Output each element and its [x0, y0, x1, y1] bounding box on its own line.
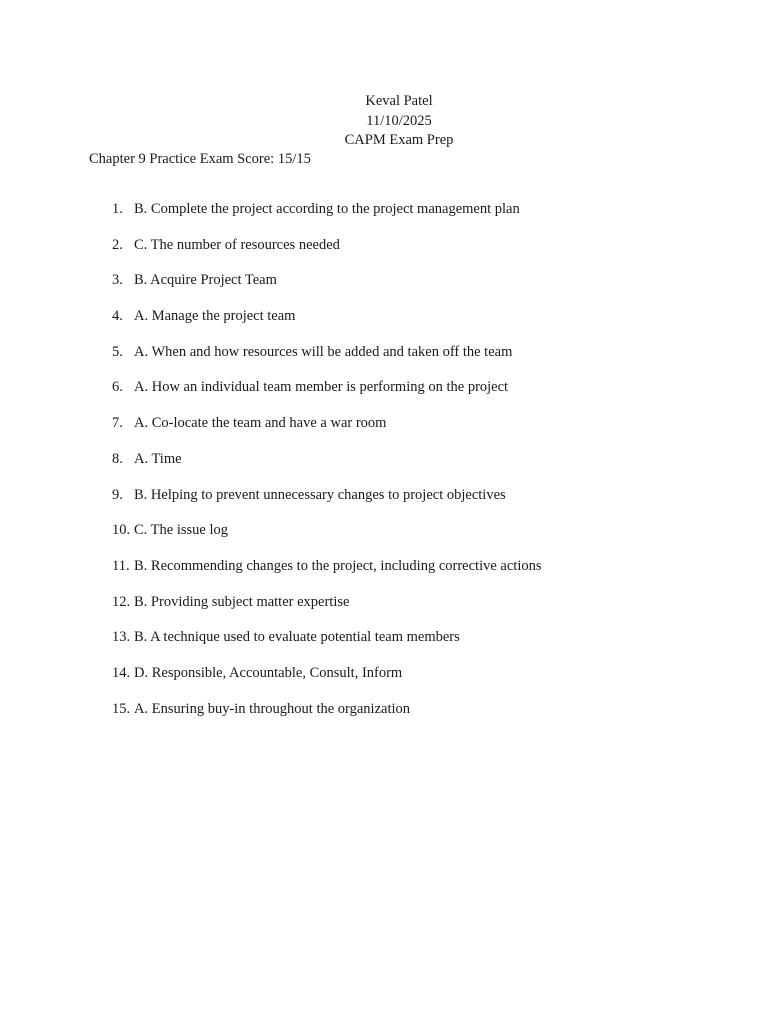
answer-text: A. Ensuring buy-in throughout the organization	[134, 700, 410, 717]
answer-item	[112, 485, 542, 521]
answer-text: C. The issue log	[134, 522, 228, 539]
answer-number: 12.	[112, 593, 131, 610]
answer-text: A. Manage the project team	[134, 308, 296, 325]
answer-item	[112, 377, 542, 413]
answer-item	[112, 627, 542, 663]
answer-number: 6.	[112, 379, 123, 396]
answer-item	[112, 592, 542, 628]
answer-item	[112, 663, 542, 699]
answer-item	[112, 520, 542, 556]
answer-text: B. Acquire Project Team	[134, 272, 277, 289]
answer-text: A. Time	[134, 450, 182, 467]
answer-item	[112, 342, 542, 378]
author-name: Keval Patel	[365, 93, 433, 109]
answer-item	[112, 270, 542, 306]
answer-text: A. When and how resources will be added and taken off the team	[134, 343, 513, 360]
answer-item	[112, 235, 542, 271]
answer-text: B. Helping to prevent unnecessary changes to project objectives	[134, 486, 506, 503]
answer-list	[112, 199, 542, 734]
answer-text: A. How an individual team member is performing on the project	[134, 379, 509, 396]
answer-text: D. Responsible, Accountable, Consult, Inform	[134, 664, 403, 681]
answer-item	[112, 699, 542, 735]
answer-number: 9.	[112, 486, 123, 503]
answer-number: 2.	[112, 236, 123, 253]
answer-text: B. Recommending changes to the project, including corrective actions	[134, 557, 542, 574]
answer-number: 11.	[112, 557, 130, 574]
answer-item	[112, 413, 542, 449]
answer-number: 15.	[112, 700, 131, 717]
answer-text: B. A technique used to evaluate potential team members	[134, 629, 460, 646]
answer-text: B. Providing subject matter expertise	[134, 593, 350, 610]
answer-item	[112, 556, 542, 592]
answer-item	[112, 199, 542, 235]
answer-number: 10.	[112, 522, 131, 539]
course-title: CAPM Exam Prep	[344, 132, 454, 148]
exam-score-line: Chapter 9 Practice Exam Score: 15/15	[89, 151, 311, 167]
document-date: 11/10/2025	[366, 113, 432, 129]
answer-number: 3.	[112, 272, 123, 289]
answer-number: 7.	[112, 415, 123, 432]
answer-number: 1.	[112, 201, 123, 217]
answer-item	[112, 449, 542, 485]
answer-text: B. Complete the project according to the project management plan	[134, 201, 520, 217]
answer-number: 14.	[112, 664, 131, 681]
answer-item	[112, 306, 542, 342]
answer-number: 5.	[112, 343, 123, 360]
answer-number: 4.	[112, 308, 123, 325]
answer-number: 8.	[112, 450, 123, 467]
answer-number: 13.	[112, 629, 131, 646]
answer-text: C. The number of resources needed	[134, 236, 340, 253]
answer-text: A. Co-locate the team and have a war room	[134, 415, 387, 432]
